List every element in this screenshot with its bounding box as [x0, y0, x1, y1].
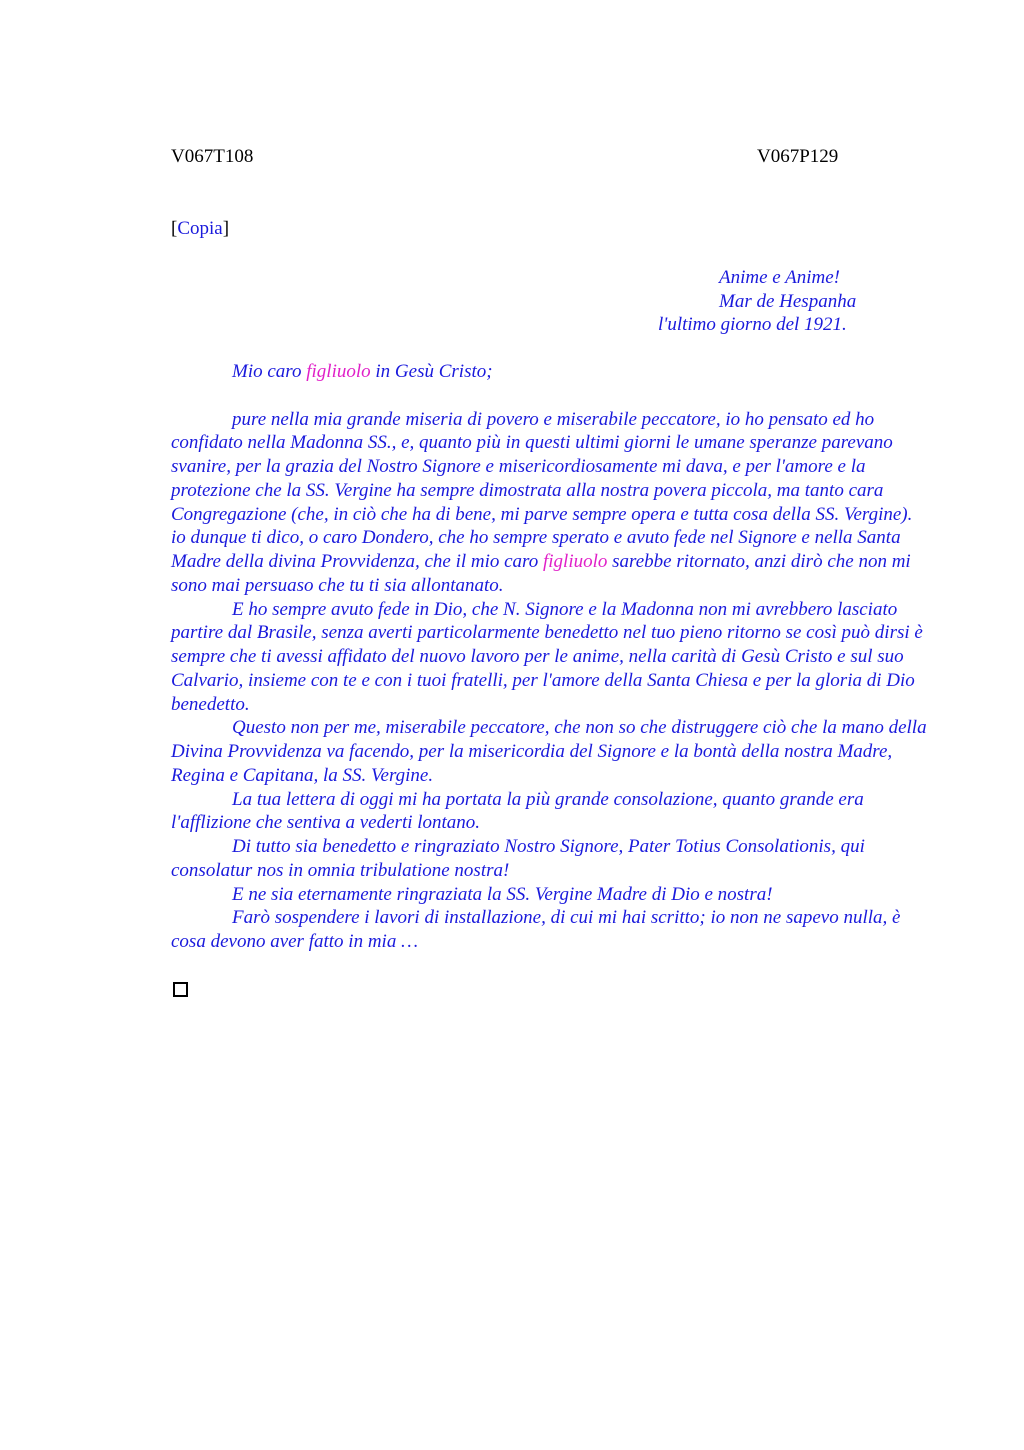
- document-code-left: V067T108: [171, 146, 254, 167]
- paragraph-2-before: io dunque ti dico, o caro Dondero, che ho sempre sperato e avuto fede nel Signore e nella Santa Madre della divina Provvidenza, che il mio caro: [171, 527, 901, 572]
- salutation: [171, 360, 931, 384]
- paragraph-7: E ne sia eternamente ringraziata la SS. Vergine Madre di Dio e nostra!: [232, 883, 773, 905]
- heading-line-date: l'ultimo giorno del 1921.: [658, 314, 847, 335]
- paragraph-4: Questo non per me, miserabile peccatore, che non so che distruggere ciò che la mano della Divina Provvidenza va facendo, per la misericordia del Signore e la bontà della nostra Madre, Regina e Capitana, la SS. Vergine.: [171, 717, 927, 786]
- copia-open-bracket: [: [171, 218, 178, 239]
- paragraph-1: pure nella mia grande miseria di povero e miserabile peccatore, io ho pensato ed ho confidato nella Madonna SS., e, quanto più in questi ultimi giorni le umane speranze parevano svanire, per la grazia del Nostro Signore e misericordiosamente mi dava, e per l'amore e la protezione che la SS. Vergine ha sempre dimostrata alla nostra povera piccola, ma tanto cara Congregazione (che, in ciò che ha di bene, mi parve sempre opera e tutta cosa della SS. Vergine).: [171, 408, 913, 525]
- paragraph-2-after: sarebbe ritornato, anzi dirò che non mi sono mai persuaso che tu ti sia allontanato.: [171, 551, 911, 596]
- paragraph-gap: [171, 384, 931, 408]
- copia-word: Copia: [177, 218, 223, 239]
- salutation-after: in Gesù Cristo;: [370, 361, 493, 382]
- paragraph-8: Farò sospendere i lavori di installazione, di cui mi hai scritto; io non ne sapevo nulla, è cosa devono aver fatto in mia …: [171, 907, 901, 952]
- paragraph-5: La tua lettera di oggi mi ha portata la più grande consolazione, quanto grande era l'afflizione che sentiva a vederti lontano.: [171, 788, 864, 834]
- heading-line-motto: Anime e Anime!: [719, 267, 840, 288]
- copia-close-bracket: ]: [222, 218, 230, 239]
- heading-line-place: Mar de Hespanha: [719, 290, 857, 312]
- copia-label: [171, 217, 229, 241]
- document-code-right: V067P129: [757, 146, 839, 167]
- salutation-before: Mio caro: [232, 361, 307, 382]
- paragraph-6: Di tutto sia benedetto e ringraziato Nostro Signore, Pater Totius Consolationis, qui consolatur nos in omnia tribulatione nostra!: [171, 836, 865, 881]
- salutation-highlight: figliuolo: [306, 361, 371, 382]
- letter-body: [171, 360, 931, 954]
- paragraph-3: E ho sempre avuto fede in Dio, che N. Signore e la Madonna non mi avrebbero lasciato partire dal Brasile, senza averti particolarmente benedetto nel tuo pieno ritorno se così può dirsi è sempre che ti avessi affidato del nuovo lavoro per le anime, nella carità di Gesù Cristo e sul suo Calvario, insieme con te e con i tuoi fratelli, per l'amore della Santa Chiesa e per la gloria di Dio benedetto.: [171, 598, 923, 715]
- paragraph-2: [171, 526, 931, 597]
- paragraph-2-highlight: figliuolo: [543, 551, 608, 572]
- letter-heading: [560, 266, 870, 337]
- end-marker-box-icon: [173, 982, 188, 997]
